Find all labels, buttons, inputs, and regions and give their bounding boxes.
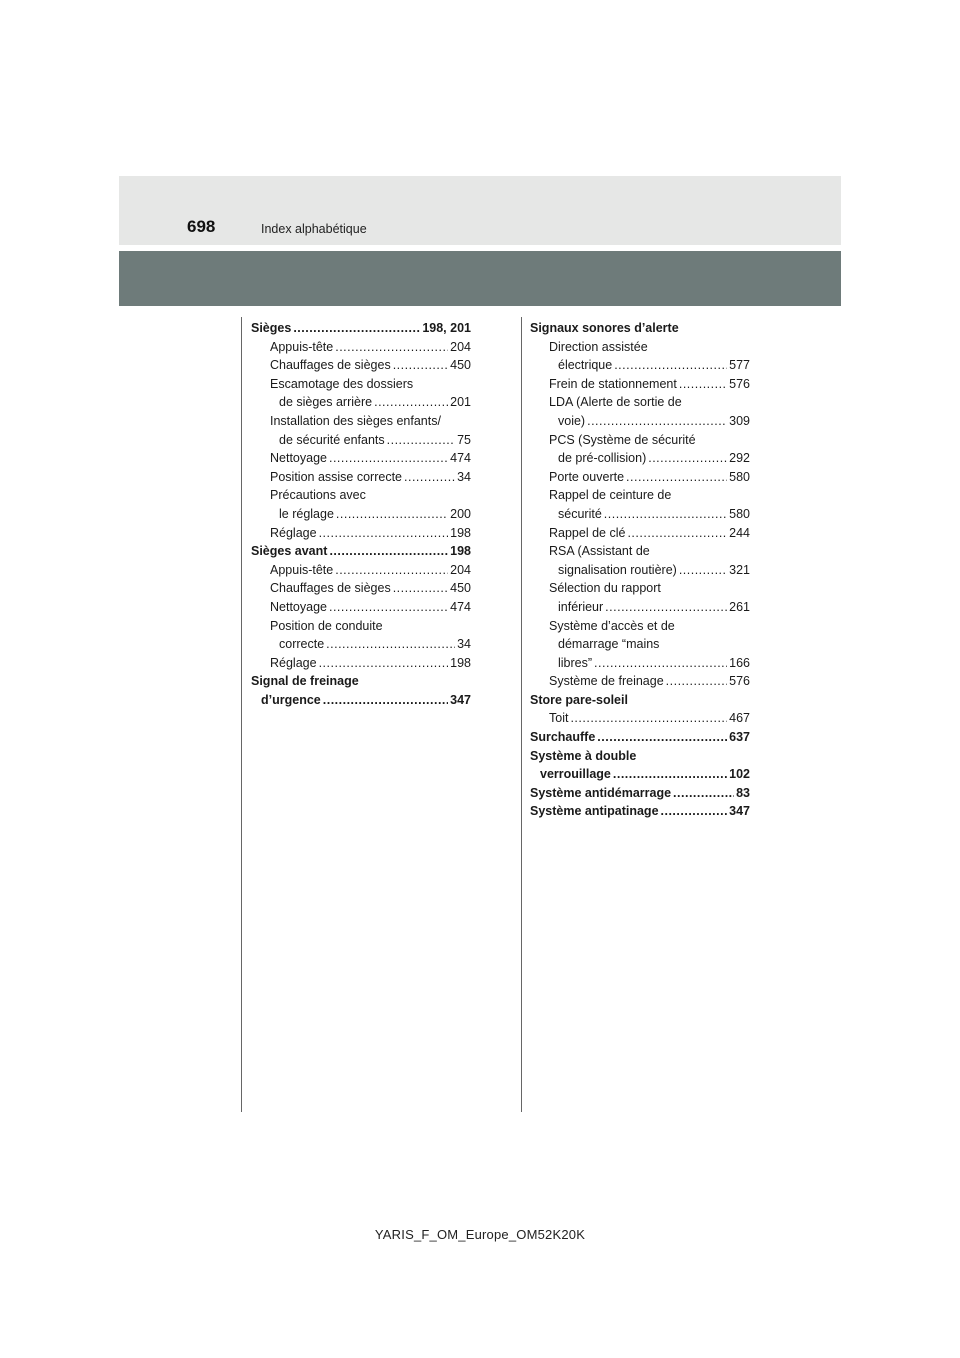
index-entry-page: 450: [450, 581, 471, 596]
index-entry-text: PCS (Système de sécurité: [549, 432, 696, 447]
index-entry-page: 576: [729, 674, 750, 689]
index-entry-text: Rappel de clé: [549, 525, 626, 540]
index-entry: [251, 356, 471, 375]
index-entry-page: 198: [450, 525, 471, 540]
index-entry-text: verrouillage: [540, 767, 611, 782]
dot-leader: [614, 356, 727, 375]
dot-leader: [387, 431, 455, 450]
index-entry-text: Escamotage des dossiers: [270, 376, 414, 391]
index-entry: [251, 486, 471, 505]
index-entry: [530, 617, 750, 636]
index-entry: [530, 542, 750, 561]
index-entry-page: 83: [736, 785, 750, 800]
index-entry-text: Sièges avant: [251, 544, 328, 559]
index-entry-page: 261: [729, 599, 750, 614]
dot-leader: [570, 709, 727, 728]
index-entry-text: Installation des sièges enfants/: [270, 413, 441, 428]
index-entry-page: 102: [729, 767, 750, 782]
index-entry: [530, 338, 750, 357]
index-entry-text: Appuis-tête: [270, 339, 334, 354]
index-entry: [251, 412, 471, 431]
dot-leader: [648, 449, 727, 468]
left-column-rule: [241, 317, 242, 1112]
index-entry-page: 204: [450, 562, 471, 577]
index-entry-page: 244: [729, 525, 750, 540]
dot-leader: [679, 561, 727, 580]
index-entry-text: Direction assistée: [549, 339, 648, 354]
index-entry-text: Système antidémarrage: [530, 785, 672, 800]
index-entry: [530, 486, 750, 505]
index-entry-text: sécurité: [558, 506, 602, 521]
index-entry: [251, 524, 471, 543]
dot-leader: [673, 784, 734, 803]
index-entry: [251, 393, 471, 412]
index-entry-text: Précautions avec: [270, 488, 366, 503]
index-entry-page: 201: [450, 395, 471, 410]
index-entry-text: Store pare-soleil: [530, 692, 628, 707]
index-entry: [530, 691, 750, 710]
dot-leader: [613, 765, 727, 784]
index-entry: [530, 561, 750, 580]
index-entry-page: 75: [457, 432, 471, 447]
index-entry: [530, 579, 750, 598]
index-entry-page: 347: [450, 692, 471, 707]
index-entry: [530, 356, 750, 375]
index-entry: [251, 338, 471, 357]
index-entry-text: Appuis-tête: [270, 562, 334, 577]
index-entry-text: LDA (Alerte de sortie de: [549, 395, 682, 410]
index-entry: [251, 617, 471, 636]
document-code: YARIS_F_OM_Europe_OM52K20K: [374, 1227, 586, 1242]
index-entry-page: 576: [729, 376, 750, 391]
index-entry: [251, 579, 471, 598]
index-entry-text: Système antipatinage: [530, 804, 659, 819]
index-entry: [530, 505, 750, 524]
index-entry: [530, 709, 750, 728]
index-entry-page: 204: [450, 339, 471, 354]
index-entry: [530, 412, 750, 431]
index-entry-text: Réglage: [270, 655, 317, 670]
dot-leader: [323, 691, 448, 710]
index-entry: [251, 635, 471, 654]
index-entry-page: 198: [450, 655, 471, 670]
header-band: [119, 251, 841, 306]
index-entry-text: Sélection du rapport: [549, 581, 661, 596]
index-entry: [530, 319, 750, 338]
index-entry: [251, 431, 471, 450]
dot-leader: [329, 542, 448, 561]
index-entry-text: Système de freinage: [549, 674, 664, 689]
index-entry-text: Signal de freinage: [251, 674, 359, 689]
index-entry-page: 200: [450, 506, 471, 521]
index-entry-text: Nettoyage: [270, 451, 327, 466]
index-entry-text: Toit: [549, 711, 569, 726]
index-entry: [530, 802, 750, 821]
dot-leader: [335, 338, 448, 357]
page-title: Index alphabétique: [261, 222, 367, 236]
header-bar: [119, 176, 841, 245]
index-entry-page: 474: [450, 451, 471, 466]
index-entry-text: Système d’accès et de: [549, 618, 675, 633]
index-entry-text: correcte: [279, 637, 325, 652]
index-entry-text: démarrage “mains: [558, 637, 660, 652]
dot-leader: [374, 393, 448, 412]
index-entry: [530, 747, 750, 766]
index-entry: [530, 524, 750, 543]
index-column-right: [530, 319, 750, 821]
index-entry-page: 292: [729, 451, 750, 466]
dot-leader: [404, 468, 455, 487]
index-entry-page: 450: [450, 358, 471, 373]
index-entry: [251, 598, 471, 617]
index-entry-text: de sièges arrière: [279, 395, 373, 410]
index-entry-text: voie): [558, 413, 586, 428]
index-entry-text: RSA (Assistant de: [549, 544, 650, 559]
dot-leader: [393, 579, 448, 598]
index-entry-text: d’urgence: [261, 692, 321, 707]
index-entry: [530, 728, 750, 747]
index-entry: [530, 598, 750, 617]
index-entry: [251, 505, 471, 524]
dot-leader: [679, 375, 727, 394]
index-entry-page: 198: [450, 544, 471, 559]
index-entry-page: 309: [729, 413, 750, 428]
index-entry-text: Nettoyage: [270, 599, 327, 614]
index-entry: [530, 672, 750, 691]
dot-leader: [587, 412, 727, 431]
index-entry-page: 321: [729, 562, 750, 577]
page-number: 698: [187, 217, 216, 236]
index-entry: [530, 468, 750, 487]
index-entry-page: 577: [729, 358, 750, 373]
index-entry-text: de sécurité enfants: [279, 432, 385, 447]
dot-leader: [293, 319, 420, 338]
dot-leader: [319, 654, 449, 673]
index-entry: [251, 319, 471, 338]
index-entry-text: Signaux sonores d’alerte: [530, 321, 679, 335]
index-entry-text: Rappel de ceinture de: [549, 488, 672, 503]
index-entry-text: Porte ouverte: [549, 469, 625, 484]
dot-leader: [329, 598, 448, 617]
index-entry-text: Chauffages de sièges: [270, 358, 391, 373]
index-entry-text: Système à double: [530, 748, 637, 763]
dot-leader: [666, 672, 727, 691]
index-entry-page: 34: [457, 469, 471, 484]
index-entry-text: Réglage: [270, 525, 317, 540]
dot-leader: [597, 728, 727, 747]
dot-leader: [661, 802, 728, 821]
dot-leader: [594, 654, 727, 673]
index-entry: [530, 449, 750, 468]
dot-leader: [335, 561, 448, 580]
index-entry-text: Sièges: [251, 321, 292, 335]
dot-leader: [626, 468, 727, 487]
index-entry-page: 474: [450, 599, 471, 614]
index-entry: [251, 449, 471, 468]
index-entry-page: 580: [729, 506, 750, 521]
dot-leader: [326, 635, 455, 654]
dot-leader: [336, 505, 448, 524]
index-entry-text: Chauffages de sièges: [270, 581, 391, 596]
index-entry-page: 467: [729, 711, 750, 726]
dot-leader: [319, 524, 449, 543]
index-entry: [530, 765, 750, 784]
index-entry: [530, 393, 750, 412]
index-entry: [251, 542, 471, 561]
index-entry: [251, 691, 471, 710]
index-entry: [530, 635, 750, 654]
index-entry-text: inférieur: [558, 599, 604, 614]
index-entry: [251, 561, 471, 580]
dot-leader: [604, 505, 727, 524]
dot-leader: [627, 524, 727, 543]
index-entry: [251, 654, 471, 673]
index-entry-text: libres”: [558, 655, 593, 670]
dot-leader: [329, 449, 448, 468]
index-entry-page: 347: [729, 804, 750, 819]
index-entry-page: 637: [729, 730, 750, 745]
index-entry: [251, 672, 471, 691]
index-entry-text: Position de conduite: [270, 618, 383, 633]
index-column-left: [251, 319, 471, 709]
index-entry-text: le réglage: [279, 506, 334, 521]
dot-leader: [393, 356, 448, 375]
index-entry: [530, 654, 750, 673]
index-entry: [530, 784, 750, 803]
dot-leader: [605, 598, 727, 617]
index-entry-page: 34: [457, 637, 471, 652]
index-entry-text: Frein de stationnement: [549, 376, 677, 391]
index-entry: [251, 468, 471, 487]
index-entry: [530, 431, 750, 450]
index-entry-page: 198, 201: [422, 321, 471, 335]
index-entry: [251, 375, 471, 394]
index-entry-text: Position assise correcte: [270, 469, 403, 484]
index-entry: [530, 375, 750, 394]
index-entry-page: 580: [729, 469, 750, 484]
right-column-rule: [521, 317, 522, 1112]
index-entry-text: électrique: [558, 358, 613, 373]
index-entry-text: Surchauffe: [530, 730, 596, 745]
index-entry-page: 166: [729, 655, 750, 670]
index-entry-text: de pré-collision): [558, 451, 647, 466]
index-entry-text: signalisation routière): [558, 562, 677, 577]
